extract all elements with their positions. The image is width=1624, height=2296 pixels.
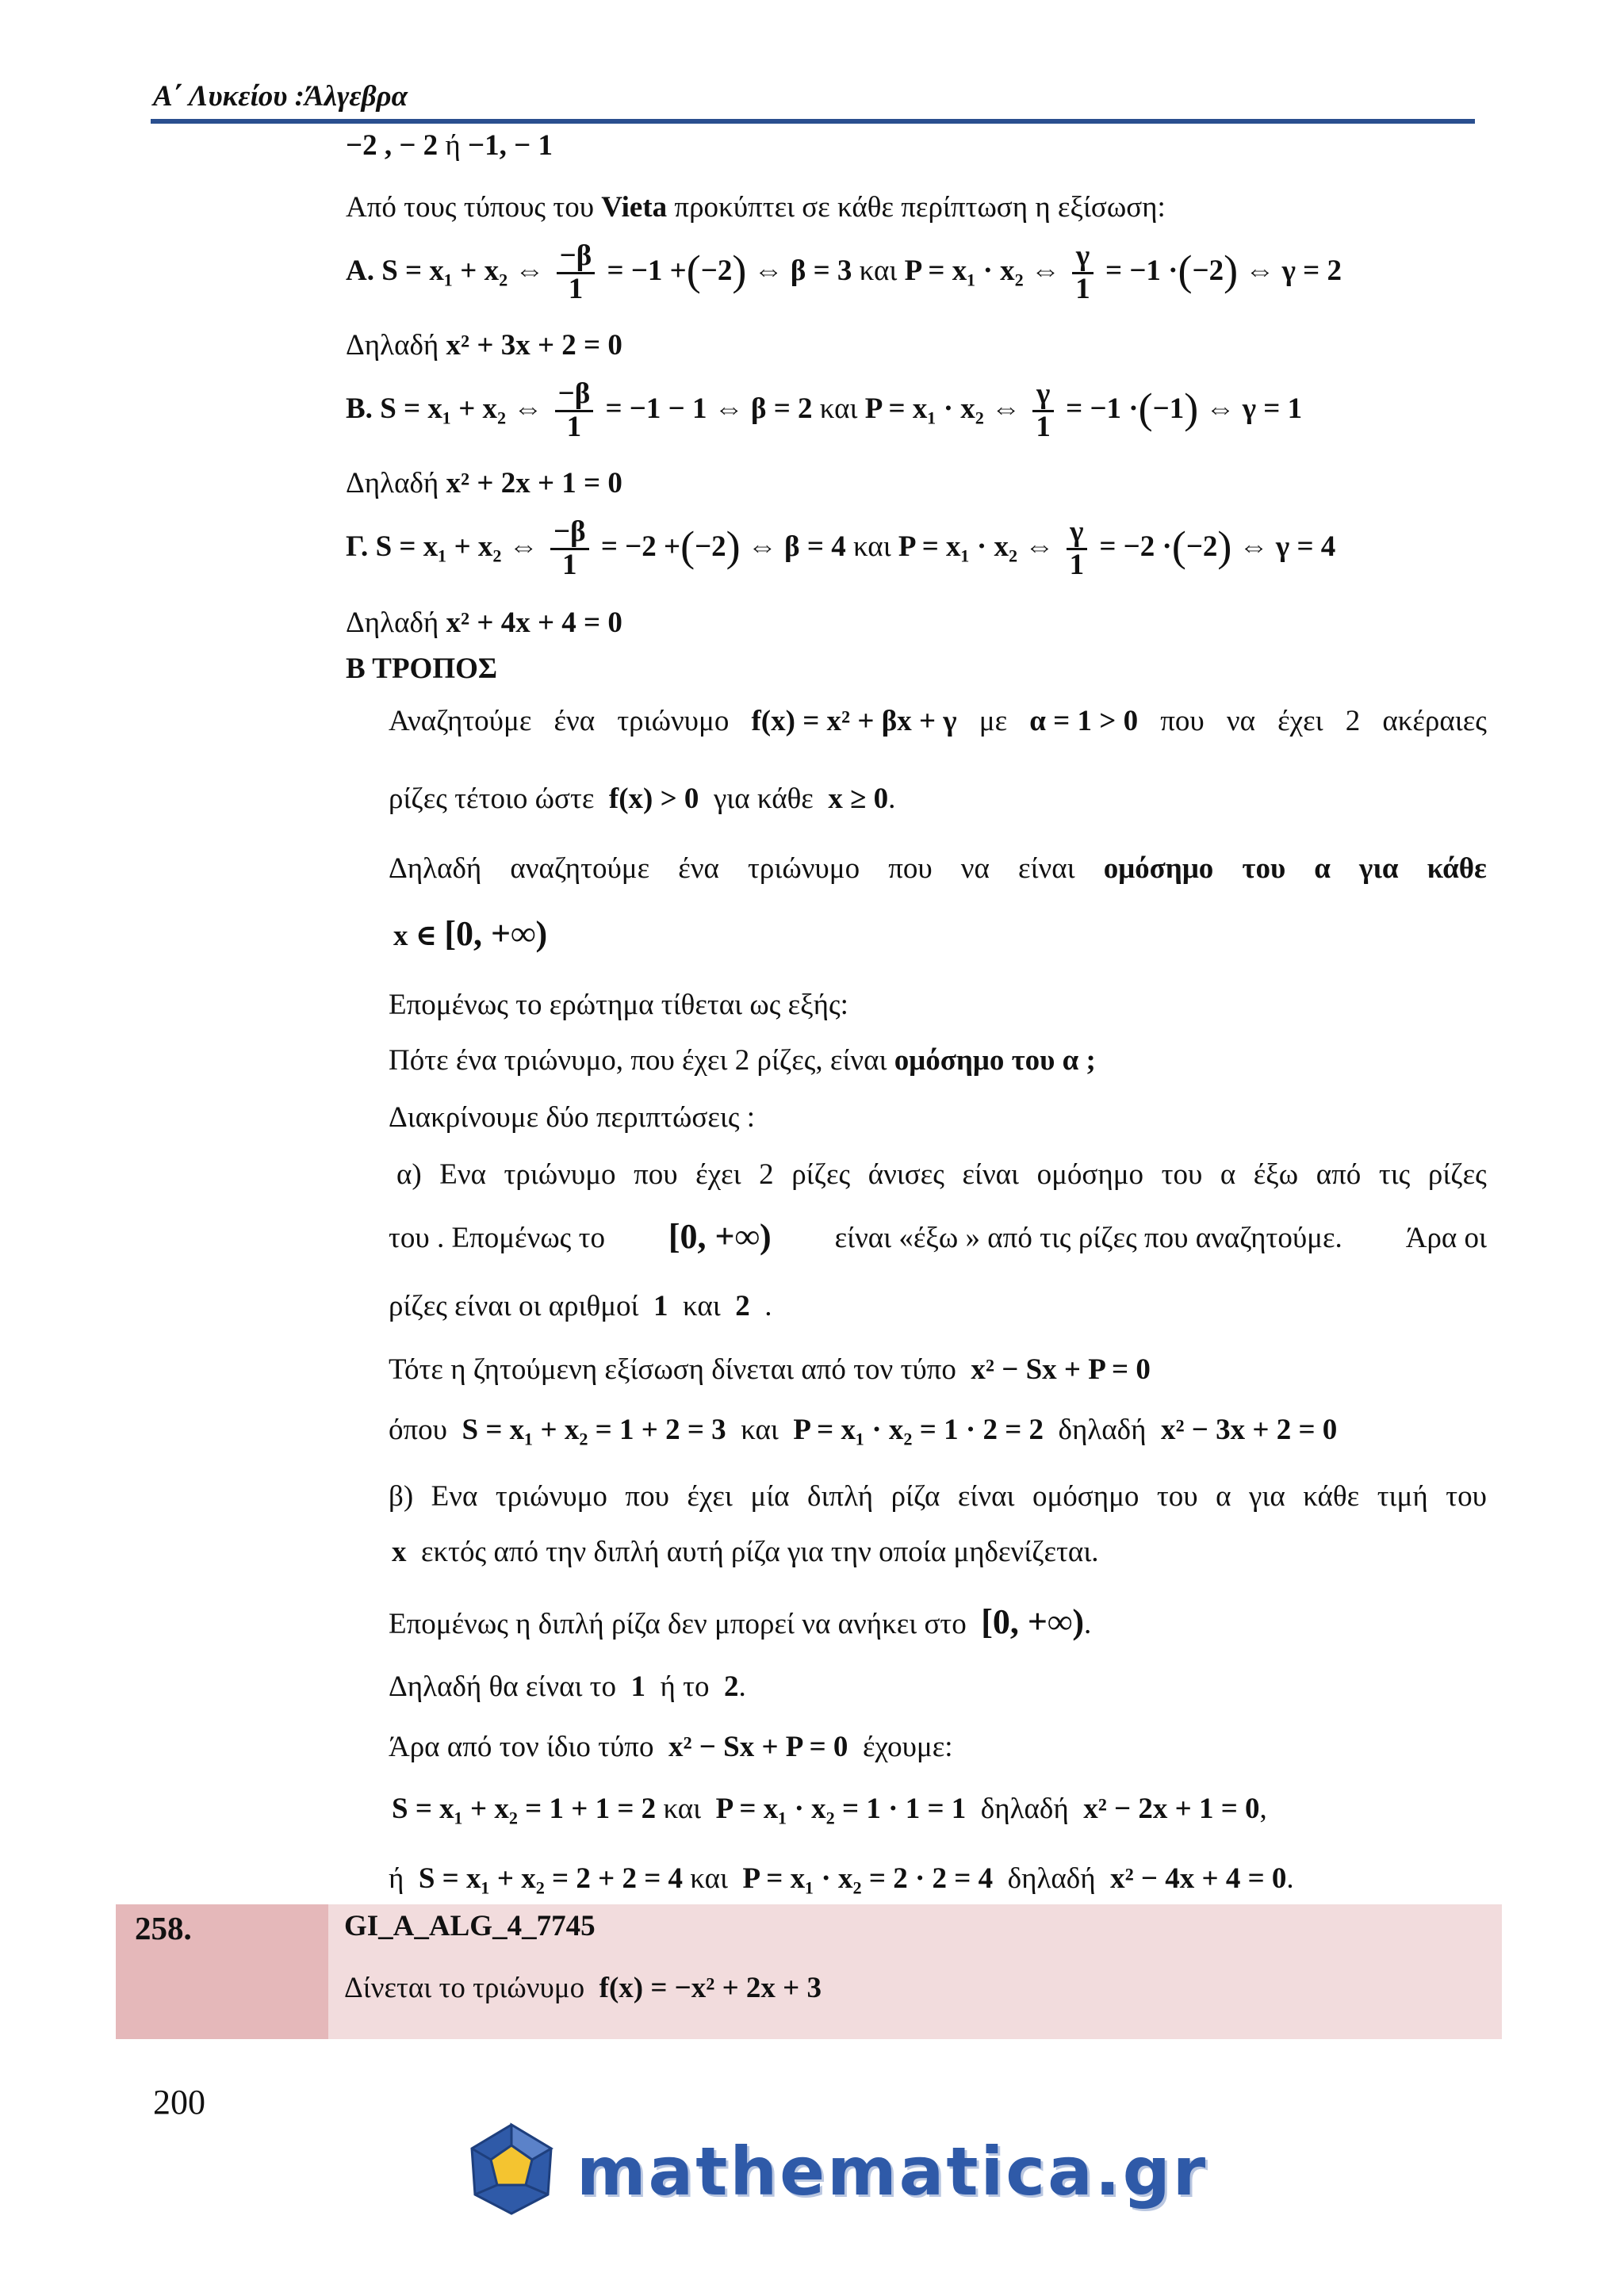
word: τριώνυμο: [504, 1158, 616, 1191]
problem-number: 258.: [135, 1910, 192, 1946]
case-b-product-rhs: = −1 ·: [1066, 392, 1139, 425]
text: δηλαδή: [1058, 1414, 1147, 1446]
case-a-result: [346, 328, 622, 362]
word: Ενα: [439, 1158, 486, 1191]
case-b-sum-lhs: S = x₁ + x₂ ⇔: [380, 392, 543, 425]
fraction-denominator: 1: [1036, 410, 1051, 443]
text: δηλαδή: [1007, 1862, 1096, 1895]
paragraph-10: [389, 1601, 1091, 1642]
word: Αναζητούμε: [389, 705, 532, 737]
case-g-product-rhs: = −2 ·: [1099, 530, 1172, 563]
case-g-sum-paren: −2: [695, 530, 726, 563]
number-2: 2: [724, 1670, 739, 1703]
case-g-sum-rhs: = −2 +: [600, 530, 681, 563]
number-1: 1: [630, 1670, 646, 1703]
word: ρίζα: [891, 1480, 940, 1513]
word: να: [1226, 705, 1255, 737]
word: έχει: [695, 1158, 741, 1191]
vieta-name: Vieta: [601, 191, 668, 224]
text: του . Επομένως το: [389, 1222, 605, 1254]
word: τιμή: [1377, 1480, 1428, 1513]
sum-formula: S = x₁ + x₂ = 2 + 2 = 4: [418, 1862, 684, 1895]
case-g-equation: x² + 4x + 4 = 0: [446, 607, 622, 639]
word: α): [396, 1158, 422, 1191]
paragraph-6-cont: [389, 1217, 1487, 1257]
case-a-beta: ⇔ β = 3: [753, 254, 852, 287]
text: Δηλαδή θα είναι το: [389, 1670, 617, 1703]
case-g-gamma: ⇔ γ = 4: [1239, 530, 1336, 563]
fraction-denominator: 1: [1069, 548, 1085, 581]
word: του: [1156, 1480, 1198, 1513]
word: που: [888, 852, 933, 885]
case-b-product-fraction: [1032, 379, 1054, 443]
text: Τότε η ζητούμενη εξίσωση δίνεται από τον τύπο: [389, 1353, 956, 1386]
variable-x: x: [392, 1536, 407, 1568]
vieta-intro-rest: προκύπτει σε κάθε περίπτωση η εξίσωση:: [674, 191, 1166, 224]
case-b-sum-rhs: = −1 − 1 ⇔ β = 2: [605, 392, 813, 425]
header-rule: [151, 119, 1475, 124]
period: .: [1286, 1862, 1294, 1895]
text: ρίζες τέτοιο ώστε: [389, 783, 595, 815]
vieta-intro-text: Από τους τύπους του: [346, 191, 595, 224]
word: ρίζες: [791, 1158, 851, 1191]
word: που: [1160, 705, 1205, 737]
word: τριώνυμο: [495, 1480, 607, 1513]
text: για κάθε: [713, 783, 814, 815]
or-word: ή: [445, 129, 461, 162]
word: για: [1249, 1480, 1285, 1513]
word: για: [1359, 852, 1399, 885]
comma: ,: [1259, 1793, 1267, 1825]
sum-formula: S = x₁ + x₂ = 1 + 2 = 3: [462, 1414, 726, 1446]
case-g-product-lhs: P = x₁ · x₂ ⇔: [898, 530, 1055, 563]
interval: [0, +∞): [668, 1217, 772, 1256]
fraction-numerator: γ: [1032, 379, 1054, 412]
paragraph-9: [389, 1479, 1487, 1513]
case-a-gamma: ⇔ γ = 2: [1245, 254, 1342, 287]
text: όπου: [389, 1414, 447, 1446]
paragraph-14: [389, 1862, 1294, 1896]
emphasis: ομόσημο του α ;: [894, 1044, 1096, 1077]
word: κάθε: [1427, 852, 1487, 885]
vieta-intro: [346, 190, 1166, 224]
word: να: [960, 852, 990, 885]
case-g-sum-fraction: [550, 517, 589, 581]
word: αναζητούμε: [510, 852, 650, 885]
positivity-condition: f(x) > 0: [608, 783, 699, 815]
word: τις: [1378, 1158, 1411, 1191]
vieta-equation: x² − Sx + P = 0: [668, 1731, 848, 1763]
text: και: [690, 1862, 728, 1895]
fraction-numerator: γ: [1067, 517, 1088, 550]
word: Δηλαδή: [389, 852, 482, 885]
root-2: 2: [735, 1290, 750, 1322]
word: τριώνυμο: [617, 705, 730, 737]
word: α: [1314, 852, 1331, 885]
case-g-beta: ⇔ β = 4: [747, 530, 846, 563]
vieta-equation: x² − Sx + P = 0: [971, 1353, 1151, 1386]
text: Άρα οι: [1405, 1222, 1487, 1254]
text: έχουμε:: [862, 1731, 953, 1763]
paragraph-2-cont: [393, 913, 547, 954]
site-logo: [464, 2122, 1208, 2221]
word: άνισες: [868, 1158, 944, 1191]
text: εκτός από την διπλή αυτή ρίζα για την οποία μηδενίζεται.: [421, 1536, 1099, 1568]
word: Ενα: [431, 1480, 478, 1513]
product-formula: P = x₁ · x₂ = 1 · 1 = 1: [715, 1793, 967, 1825]
paragraph-3: Επομένως το ερώτημα τίθεται ως εξής:: [389, 989, 848, 1021]
fraction-numerator: −β: [557, 241, 596, 274]
dodecahedron-logo-icon: [464, 2122, 559, 2221]
problem-formula: f(x) = −x² + 2x + 3: [599, 1972, 822, 2004]
alpha-condition: α = 1 > 0: [1029, 705, 1139, 737]
word: α: [1216, 1480, 1231, 1513]
case-g-product-fraction: [1067, 517, 1088, 581]
word: β): [389, 1480, 414, 1513]
case-a-sum-rhs: = −1 +: [607, 254, 687, 287]
word: κάθε: [1303, 1480, 1360, 1513]
fraction-numerator: −β: [555, 379, 594, 412]
case-a-sum-paren: −2: [700, 254, 733, 287]
fraction-denominator: 1: [568, 272, 584, 305]
case-g-line: Γ. S = x₁ + x₂ ⇔ $\frac{-\beta}{1}$ = −2 +(−2) ⇔ β = 4 και P = x₁ · x₂ ⇔ $\frac{\gamma}{1}$ = −2 ·(−2) ⇔ γ = 4: [346, 515, 1336, 581]
word: ένα: [553, 705, 596, 737]
word: του: [1446, 1480, 1487, 1513]
domain-condition: x ≥ 0: [828, 783, 889, 815]
case-b-equation: x² + 2x + 1 = 0: [446, 467, 622, 499]
roots-pair-2: −1, − 1: [468, 129, 553, 162]
fraction-numerator: −β: [550, 517, 589, 550]
case-a-line: Α. S = x₁ + x₂ ⇔ $\frac{-\beta}{1}$ = −1 +(−2) ⇔ β = 3 και P = x₁ · x₂ ⇔ $\frac{\gamma}{1}$ = −1 ·(−2) ⇔ γ = 2: [346, 239, 1342, 305]
word: ένα: [678, 852, 719, 885]
result-equation: x² − 2x + 1 = 0: [1083, 1793, 1260, 1825]
word: έχει: [1277, 705, 1323, 737]
fraction-denominator: 1: [566, 410, 582, 443]
fraction-numerator: γ: [1072, 241, 1094, 274]
text: ή το: [660, 1670, 710, 1703]
word: με: [979, 705, 1008, 737]
text: και: [741, 1414, 779, 1446]
case-b-product-paren: −1: [1152, 392, 1185, 425]
and-word: και: [859, 254, 898, 287]
and-word: και: [819, 392, 858, 425]
paragraph-8: [389, 1413, 1337, 1447]
case-a-product-fraction: [1072, 241, 1094, 305]
dhladh-word: Δηλαδή: [346, 467, 439, 499]
roots-line: [346, 128, 553, 163]
roots-pair-1: −2 , − 2: [346, 129, 439, 162]
trinomial-formula: f(x) = x² + βx + γ: [751, 705, 957, 737]
method-b-heading: Β ΤΡΟΠΟΣ: [346, 652, 498, 685]
word: έξω: [1253, 1158, 1299, 1191]
problem-code: GI_A_ALG_4_7745: [344, 1910, 596, 1942]
word: ομόσημο: [1036, 1158, 1144, 1191]
paragraph-5: Διακρίνουμε δύο περιπτώσεις :: [389, 1101, 756, 1134]
or-word: ή: [389, 1862, 404, 1895]
case-a-product-rhs: = −1 ·: [1105, 254, 1178, 287]
word: του: [1242, 852, 1286, 885]
root-1: 1: [653, 1290, 668, 1322]
page-number: 200: [153, 2083, 205, 2122]
word: 2: [1345, 705, 1361, 737]
fraction-denominator: 1: [562, 548, 577, 581]
logo-text[interactable]: mathematica.gr: [576, 2132, 1208, 2210]
word: είναι: [962, 1158, 1020, 1191]
period: .: [888, 783, 896, 815]
paragraph-1-cont: [389, 782, 895, 816]
word: μία: [750, 1480, 790, 1513]
text: δηλαδή: [980, 1793, 1069, 1825]
case-b-label: Β.: [346, 392, 373, 425]
membership: x ∈: [393, 920, 438, 952]
word: που: [634, 1158, 678, 1191]
paragraph-6-end: [389, 1289, 772, 1323]
word: από: [1316, 1158, 1362, 1191]
case-b-product-lhs: P = x₁ · x₂ ⇔: [864, 392, 1021, 425]
case-g-label: Γ.: [346, 530, 369, 563]
product-formula: P = x₁ · x₂ = 2 · 2 = 4: [742, 1862, 994, 1895]
text: και: [683, 1290, 721, 1322]
text: Δίνεται το τριώνυμο: [344, 1972, 585, 2004]
fraction-denominator: 1: [1075, 272, 1090, 305]
text: Επομένως η διπλή ρίζα δεν μπορεί να ανήκει στο: [389, 1608, 967, 1640]
word: 2: [759, 1158, 774, 1191]
problem-statement: [344, 1971, 822, 2005]
case-a-equation: x² + 3x + 2 = 0: [446, 329, 622, 362]
case-a-label: Α.: [346, 254, 374, 287]
paragraph-12: [389, 1730, 953, 1764]
dhladh-word: Δηλαδή: [346, 607, 439, 639]
case-g-result: [346, 606, 622, 640]
word: του: [1161, 1158, 1203, 1191]
and-word: και: [852, 530, 891, 563]
case-g-sum-lhs: S = x₁ + x₂ ⇔: [375, 530, 538, 563]
case-a-product-paren: −2: [1192, 254, 1224, 287]
case-a-sum-lhs: S = x₁ + x₂ ⇔: [381, 254, 545, 287]
text: είναι «έξω » από τις ρίζες που αναζητούμε.: [834, 1222, 1342, 1254]
period: .: [1084, 1608, 1092, 1640]
paragraph-4: [389, 1043, 1096, 1077]
dhladh-word: Δηλαδή: [346, 329, 439, 362]
sum-formula: S = x₁ + x₂ = 1 + 1 = 2: [392, 1793, 657, 1825]
case-b-sum-fraction: [555, 379, 594, 443]
word: ομόσημο: [1103, 852, 1214, 885]
word: α: [1220, 1158, 1236, 1191]
paragraph-7: [389, 1353, 1151, 1387]
word: είναι: [1018, 852, 1075, 885]
interval: [0, +∞): [981, 1602, 1085, 1641]
paragraph-9-cont: [392, 1535, 1099, 1569]
case-a-sum-fraction: [557, 241, 596, 305]
case-b-gamma: ⇔ γ = 1: [1205, 392, 1303, 425]
paragraph-2: [389, 851, 1487, 886]
interval: [0, +∞): [444, 914, 548, 953]
word: διπλή: [807, 1480, 874, 1513]
product-formula: P = x₁ · x₂ = 1 · 2 = 2: [793, 1414, 1044, 1446]
running-header: Α΄ Λυκείου :Άλγεβρα: [153, 80, 408, 113]
word: ομόσημο: [1032, 1480, 1139, 1513]
paragraph-13: [392, 1792, 1267, 1826]
text: και: [663, 1793, 702, 1825]
word: ακέραιες: [1382, 705, 1487, 737]
case-b-result: [346, 466, 622, 500]
text: Άρα από τον ίδιο τύπο: [389, 1731, 654, 1763]
text: ρίζες είναι οι αριθμοί: [389, 1290, 639, 1322]
case-b-line: Β. S = x₁ + x₂ ⇔ $\frac{-\beta}{1}$ = −1 − 1 ⇔ β = 2 και P = x₁ · x₂ ⇔ $\frac{\gamma}{1}$ = −1 ·(−1) ⇔ γ = 1: [346, 377, 1303, 443]
word: έχει: [687, 1480, 733, 1513]
paragraph-6: [396, 1158, 1487, 1192]
result-equation: x² − 3x + 2 = 0: [1160, 1414, 1338, 1446]
period: .: [738, 1670, 746, 1703]
result-equation: x² − 4x + 4 = 0: [1110, 1862, 1287, 1895]
word: τριώνυμο: [748, 852, 860, 885]
word: ρίζες: [1427, 1158, 1487, 1191]
word: είναι: [957, 1480, 1015, 1513]
word: που: [625, 1480, 669, 1513]
period: .: [764, 1290, 772, 1322]
paragraph-11: [389, 1670, 746, 1704]
paragraph-1: [389, 704, 1487, 738]
case-a-product-lhs: P = x₁ · x₂ ⇔: [904, 254, 1060, 287]
text: Πότε ένα τριώνυμο, που έχει 2 ρίζες, είναι: [389, 1044, 887, 1077]
case-g-product-paren: −2: [1185, 530, 1218, 563]
